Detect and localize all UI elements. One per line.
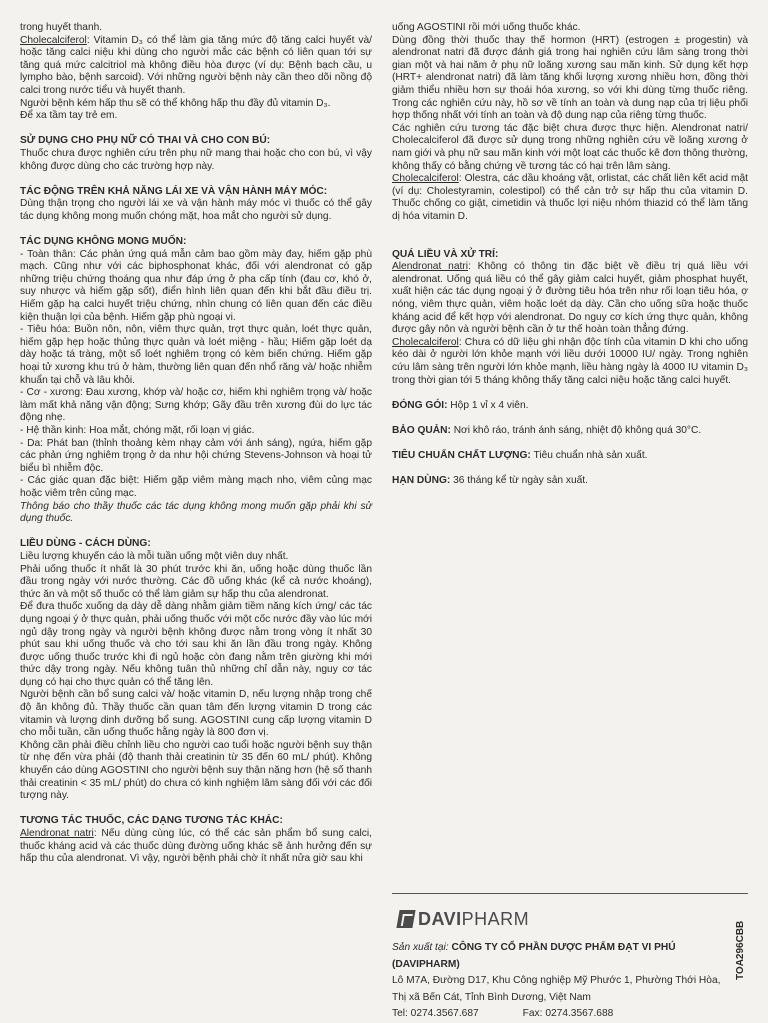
expiry-line: [392, 475, 748, 488]
davipharm-logo: [398, 907, 529, 931]
manufacturer-line: [392, 940, 742, 973]
cont-text-3: Các nghiên cứu tương tác đặc biệt chưa được thực hiện. Alendronat natri/ Cholecalciferol đã được sử dụng trong những nghiên cứu về loãng xương ở nam giới và phụ nữ sau mãn kinh với một loạt các thuốc kê đơn thông thường, không thấy có bằng chứng về tương tác có hại trên lâm sàng.: [392, 122, 748, 172]
dosage-para: Phải uống thuốc ít nhất là 30 phút trước khi ăn, uống hoặc dùng thuốc lần đầu trong ngày với nước thường. Các đồ uống khác (kể cả nước khoáng), thức ăn và một số thuốc có thể làm giảm sự hấp thu của alendronat.: [20, 563, 372, 600]
adverse-item: - Da: Phát ban (thỉnh thoảng kèm nhạy cảm với ánh sáng), ngứa, hiếm gặp các phản ứng nghiêm trọng ở da như hội chứng Stevens-Johnson và hoại tử biểu bì nhiễm độc.: [20, 437, 372, 474]
adverse-note: Thông báo cho thầy thuốc các tác dụng không mong muốn gặp phải khi sử dụng thuốc.: [20, 500, 372, 525]
right-chole-label: Cholecalciferol: [392, 173, 459, 185]
pregnancy-heading: SỬ DỤNG CHO PHỤ NỮ CÓ THAI VÀ CHO CON BÚ:: [20, 135, 271, 147]
adverse-heading: TÁC DỤNG KHÔNG MONG MUỐN:: [20, 236, 187, 248]
dosage-heading: LIỀU DÙNG - CÁCH DÙNG:: [20, 538, 151, 550]
overdose-heading: QUÁ LIỀU VÀ XỬ TRÍ:: [392, 248, 499, 260]
manufacturer-fax: Fax: 0274.3567.688: [522, 1008, 614, 1019]
interaction-text: : Nếu dùng cùng lúc, có thể các sản phẩm bổ sung calci, thuốc kháng acid và các thuốc dùng đường uống khác sẽ ảnh hưởng đến sự hấp thu của alendronat. Vì vậy, người bệnh phải chờ ít nhất nửa giờ sau khi: [20, 828, 372, 865]
right-chole-text: : Olestra, các dầu khoáng vật, orlistat, các chất liên kết acid mật (ví dụ: Cholestyramin, colestipol) có thể cản trở sự hấp thu của vitamin D. Thuốc chống co giật, cimetidin và thuốc lợi niệu nhóm thiazid có thể làm tăng dị hóa vitamin D.: [392, 173, 748, 222]
standard-text: Tiêu chuẩn nhà sản xuất.: [530, 450, 648, 462]
expiry-heading: HẠN DÙNG:: [392, 475, 451, 487]
interaction-heading: TƯƠNG TÁC THUỐC, CÁC DẠNG TƯƠNG TÁC KHÁC:: [20, 815, 283, 827]
right-chole-paragraph: [392, 173, 748, 223]
manufacturer-contact: [392, 1006, 742, 1023]
chole-text: : Vitamin D₃ có thể làm gia tăng mức độ tăng calci huyết và/ hoặc tăng calci niệu khi dùng cho người mắc các bệnh có liên quan tới sự tăng quá mức calcitriol mà không điều hòa được (ví dụ: Bệnh bạch cầu, u lympho bào, bệnh sarcoid). Với những người bệnh này cần theo dõi nồng độ calci trong nước tiểu và huyết thanh.: [20, 34, 372, 96]
manufacturer-address-2: Thị xã Bến Cát, Tỉnh Bình Dương, Việt Nam: [392, 991, 591, 1003]
right-column: [392, 22, 748, 488]
intro-text: trong huyết thanh.: [20, 22, 103, 33]
manufacturer-address-1: Lô M7A, Đường D17, Khu Công nghiệp Mỹ Phước 1, Phường Thới Hòa,: [392, 975, 721, 986]
storage-heading: BẢO QUẢN:: [392, 425, 451, 436]
interaction-paragraph: [20, 828, 372, 866]
chole-text-2: Người bệnh kém hấp thu sẽ có thể không hấp thu đầy đủ vitamin D₃.: [20, 97, 331, 109]
adverse-item: - Hệ thần kinh: Hoa mắt, chóng mặt, rối loạn vị giác.: [20, 425, 255, 436]
manufacturer-name: CÔNG TY CỔ PHẦN DƯỢC PHẨM ĐẠT VI PHÚ (DAVIPHARM): [392, 942, 676, 970]
cont-text-2: Dùng đồng thời thuốc thay thế hormon (HRT) (estrogen ± progestin) và alendronat natri đã được đánh giá trong hai nghiên cứu lâm sàng trong thời gian một và hai năm ở phụ nữ loãng xương sau mãn kinh. Sử dụng kết hợp (HRT+ alendronat natri) đã làm tăng khối lượng xương nhiều hơn, đồng thời giảm thiểu nhiều hơn sự thoái hóa xương, so với khi dùng từng thuốc riêng. Trong các nghiên cứu này, hồ sơ về tính an toàn và dung nạp của trị liệu phối hợp thống nhất với tính an toàn và độ dung nạp của riêng từng thuốc.: [392, 34, 748, 122]
overdose-text: : Không có thông tin đặc biệt về điều trị quá liều với alendronat. Uống quá liều có thể gây giảm calci huyết, giảm phosphat huyết, xuất hiện các tác dụng ngoại ý ở đường tiêu hóa trên như rối loạn tiêu hóa, ợ nóng, viêm thực quản, viêm hoặc loét dạ dày. Cần cho uống sữa hoặc thuốc kháng acid để kết hợp với alendronat. Do nguy cơ kích ứng thực quản, không được gây nôn và người bệnh cần ở tư thế hoàn toàn thẳng đứng.: [392, 261, 748, 336]
adverse-item: - Toàn thân: Các phản ứng quá mẫn cảm bao gồm mày đay, hiếm gặp phù mạch. Cũng như với các biphosphonat khác, đối với alendronat có gặp những triệu chứng thoáng qua như đáp ứng ở pha cấp tính (đau cơ, khó ở, suy nhược và hiếm gặp sốt), điển hình liên quan đến khi bắt đầu điều trị. Hiếm gặp hạ calci huyết triệu chứng, nhìn chung có liên quan đến các điều kiện thuận lợi của bệnh. Hiếm gặp phù ngoại vi.: [20, 248, 372, 323]
storage-line: [392, 425, 748, 438]
overdose-chole-paragraph: [392, 337, 748, 387]
overdose-paragraph: [392, 261, 748, 337]
logo-text: DAVIPHARM: [418, 908, 530, 929]
dosage-para: Người bệnh cần bổ sung calci và/ hoặc vitamin D, nếu lượng nhập trong chế độ ăn không đủ. Thầy thuốc cần quan tâm đến lượng vitamin D trong các vitamin và lượng dinh dưỡng bổ sung. AGOSTINI cung cấp lượng vitamin D cho mỗi tuần, cần uống thuốc hằng ngày là 800 đơn vị.: [20, 689, 372, 739]
standard-heading: TIÊU CHUẨN CHẤT LƯỢNG:: [392, 450, 531, 462]
dosage-para: Không cần phải điều chỉnh liều cho người cao tuổi hoặc người bệnh suy thận từ nhẹ đến vừa phải (độ thanh thải creatinin từ 35 đến 60 mL/ phút). Không khuyến cáo dùng AGOSTINI cho người bệnh suy thận nặng hơn (hệ số thanh thải creatinin < 35 mL/ phút) do chưa có kinh nghiệm lâm sàng đối với các đối tượng này.: [20, 739, 372, 802]
driving-text: Dùng thận trọng cho người lái xe và vận hành máy móc vì thuốc có thể gây tác dụng không mong muốn chóng mặt, hoa mắt cho người sử dụng.: [20, 198, 372, 222]
adverse-item: - Các giác quan đặc biệt: Hiếm gặp viêm màng mạch nho, viêm củng mạc hoặc viêm trên củng mạc.: [20, 475, 372, 499]
standard-line: [392, 450, 748, 463]
adverse-item: - Tiêu hóa: Buồn nôn, nôn, viêm thực quản, trợt thực quản, loét thực quản, hiếm gặp hẹp hoặc thủng thực quản và loét miệng - hầu; Hiếm gặp loét dạ dày hoặc tá tràng, một số loét nghiêm trọng có kèm biến chứng. Hiếm gặp hoại tử xương khu trú ở hàm, thường liên quan đến nhổ răng và/ hoặc nhiễm khuẩn tại chỗ và lâu khỏi.: [20, 324, 372, 386]
left-column: [20, 22, 372, 866]
overdose-chole-text: : Chưa có dữ liệu ghi nhận độc tính của vitamin D khi cho uống kéo dài ở người lớn khỏe mạnh với liều dưới 10000 IU/ ngày. Trong nghiên cứu lâm sàng trên người lớn khỏe mạnh, liều hàng ngày là 4000 IU vitamin D₃ trong thời gian tới 5 tháng không thấy tăng calci niệu hoặc tăng calci huyết.: [392, 336, 748, 386]
manufacturer-block: [392, 940, 742, 1023]
divider: [392, 893, 748, 894]
pregnancy-text: Thuốc chưa được nghiên cứu trên phụ nữ mang thai hoặc cho con bú, vì vậy không được dùng cho các trường hợp này.: [20, 147, 372, 172]
document-code: TOA296CBB: [735, 920, 746, 980]
chole-paragraph: [20, 35, 372, 98]
packaging-text: Hộp 1 vỉ x 4 viên.: [447, 399, 529, 411]
driving-heading: TÁC ĐỘNG TRÊN KHẢ NĂNG LÁI XE VÀ VẬN HÀNH MÁY MÓC:: [20, 185, 328, 197]
chole-label: Cholecalciferol: [20, 34, 87, 46]
overdose-label: Alendronat natri: [392, 261, 468, 273]
cont-text-1: uống AGOSTINI rồi mới uống thuốc khác.: [392, 22, 581, 33]
manufacturer-tel: Tel: 0274.3567.687: [392, 1008, 479, 1019]
manufacturer-label: Sản xuất tại:: [392, 942, 449, 953]
packaging-heading: ĐÓNG GÓI:: [392, 399, 448, 411]
packaging-line: [392, 400, 748, 413]
expiry-text: 36 tháng kể từ ngày sản xuất.: [450, 475, 588, 487]
chole-text-3: Để xa tầm tay trẻ em.: [20, 110, 118, 122]
dosage-para: Liều lượng khuyến cáo là mỗi tuần uống một viên duy nhất.: [20, 550, 289, 562]
storage-text: Nơi khô ráo, tránh ánh sáng, nhiệt độ không quá 30°C.: [450, 425, 702, 436]
dosage-para: Để đưa thuốc xuống dạ dày dễ dàng nhằm giảm tiềm năng kích ứng/ các tác dụng ngoại ý ở thực quản, phải uống thuốc với một cốc nước đầy vào lúc mới ngủ dậy trong ngày và người bệnh không được nằm trong vòng ít nhất 30 phút sau khi uống thuốc và cho tới sau khi ăn lần đầu trong ngày. Không được uống thuốc trước khi đi ngủ hoặc còn đang nằm trên giường khi mới thức dậy trong ngày. Nếu không tuân thủ những chỉ dẫn này, nguy cơ tác dụng có hại cho thực quản có thể tăng lên.: [20, 601, 372, 688]
interaction-label: Alendronat natri: [20, 828, 94, 839]
logo-mark-icon: [396, 910, 415, 928]
overdose-chole-label: Cholecalciferol: [392, 336, 459, 348]
adverse-item: - Cơ - xương: Đau xương, khớp và/ hoặc cơ, hiếm khi nghiêm trọng và/ hoặc làm mất khả năng vận động; Sưng khớp; Gãy đầu trên xương đùi do lực tác động nhẹ.: [20, 387, 372, 424]
